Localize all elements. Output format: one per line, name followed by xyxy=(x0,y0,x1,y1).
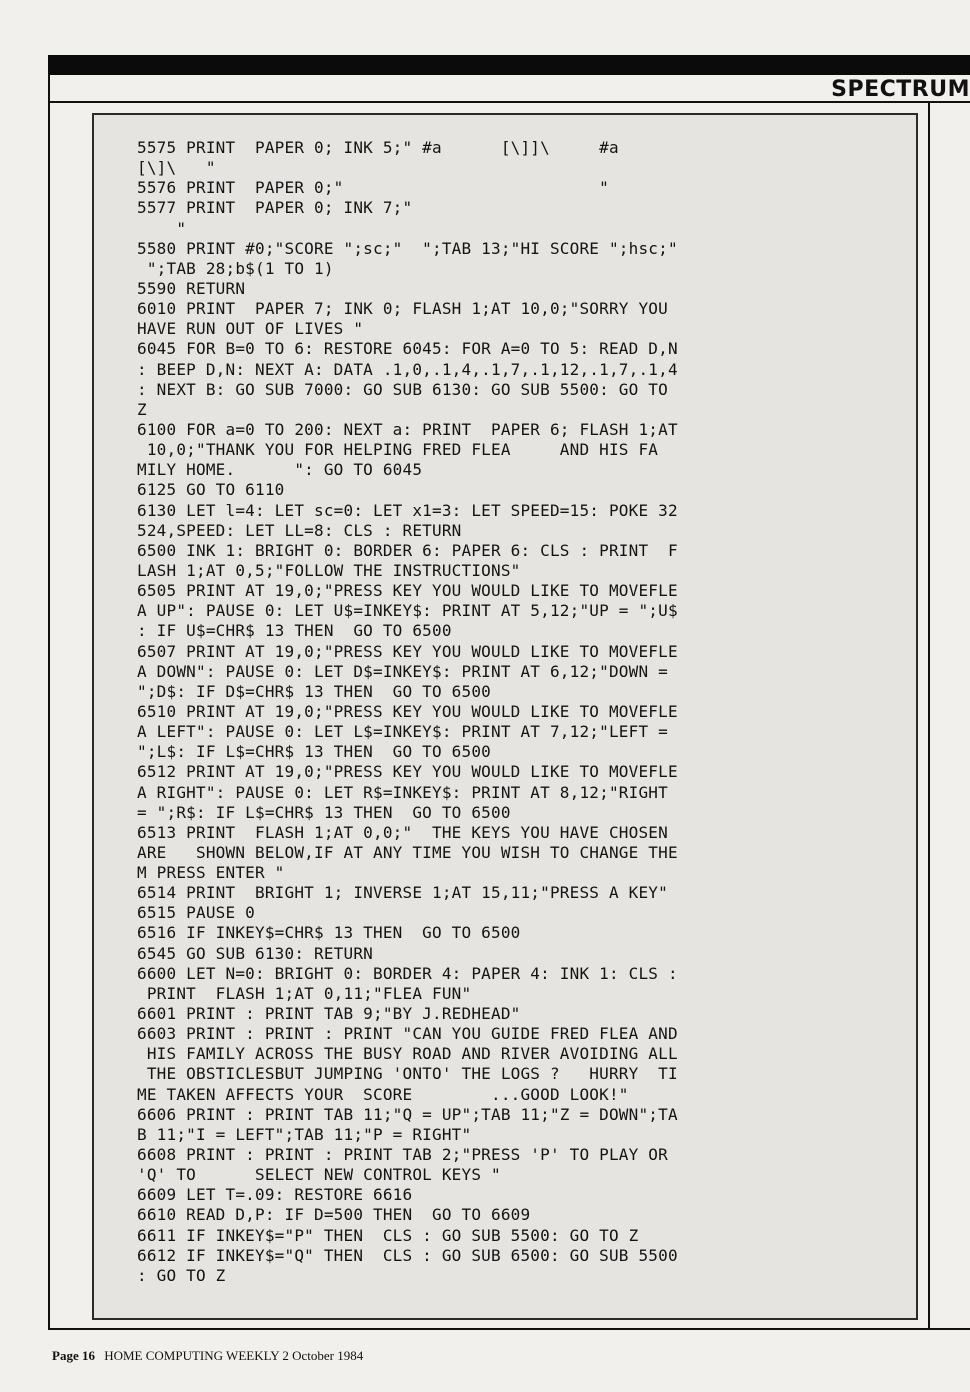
code-line: 6510 PRINT AT 19,0;"PRESS KEY YOU WOULD LIKE TO MOVEFLE xyxy=(137,701,678,721)
page-number: Page 16 xyxy=(52,1348,95,1363)
code-line: = ";R$: IF L$=CHR$ 13 THEN GO TO 6500 xyxy=(137,802,511,822)
code-line: LASH 1;AT 0,5;"FOLLOW THE INSTRUCTIONS" xyxy=(137,560,521,580)
code-line: 6611 IF INKEY$="P" THEN CLS : GO SUB 5500: GO TO Z xyxy=(137,1225,639,1245)
code-line: 5576 PRINT PAPER 0;" " xyxy=(137,178,609,198)
code-line: A RIGHT": PAUSE 0: LET R$=INKEY$: PRINT AT 8,12;"RIGHT xyxy=(137,782,668,802)
code-line: 6609 LET T=.09: RESTORE 6616 xyxy=(137,1185,413,1205)
publication-info: HOME COMPUTING WEEKLY 2 October 1984 xyxy=(104,1348,364,1363)
code-line: 6545 GO SUB 6130: RETURN xyxy=(137,943,373,963)
code-line: HIS FAMILY ACROSS THE BUSY ROAD AND RIVER AVOIDING ALL xyxy=(137,1044,678,1064)
code-line: A LEFT": PAUSE 0: LET L$=INKEY$: PRINT AT 7,12;"LEFT = xyxy=(137,722,668,742)
code-line: [\]\ " xyxy=(137,158,216,178)
code-line: M PRESS ENTER " xyxy=(137,863,285,883)
code-line: 'Q' TO SELECT NEW CONTROL KEYS " xyxy=(137,1165,501,1185)
code-line: 6125 GO TO 6110 xyxy=(137,480,285,500)
code-line: 6610 READ D,P: IF D=500 THEN GO TO 6609 xyxy=(137,1205,531,1225)
code-line: 6512 PRINT AT 19,0;"PRESS KEY YOU WOULD LIKE TO MOVEFLE xyxy=(137,762,678,782)
code-line: MILY HOME. ": GO TO 6045 xyxy=(137,460,423,480)
code-line: 5577 PRINT PAPER 0; INK 7;" xyxy=(137,198,413,218)
right-rule xyxy=(928,103,930,1330)
page-footer xyxy=(52,1348,363,1364)
code-line: : NEXT B: GO SUB 7000: GO SUB 6130: GO SUB 5500: GO TO xyxy=(137,379,668,399)
code-line: Z xyxy=(137,399,147,419)
code-line: 6130 LET l=4: LET sc=0: LET x1=3: LET SPEED=15: POKE 32 xyxy=(137,500,678,520)
code-line: 6100 FOR a=0 TO 200: NEXT a: PRINT PAPER 6; FLASH 1;AT xyxy=(137,419,678,439)
code-line: 6612 IF INKEY$="Q" THEN CLS : GO SUB 6500: GO SUB 5500 xyxy=(137,1245,678,1265)
code-line: 6514 PRINT BRIGHT 1; INVERSE 1;AT 15,11;"PRESS A KEY" xyxy=(137,883,668,903)
code-line: 6601 PRINT : PRINT TAB 9;"BY J.REDHEAD" xyxy=(137,1004,521,1024)
section-header xyxy=(48,75,970,103)
code-line: 6500 INK 1: BRIGHT 0: BORDER 6: PAPER 6: CLS : PRINT F xyxy=(137,540,678,560)
code-line: : GO TO Z xyxy=(137,1265,226,1285)
code-line: 6513 PRINT FLASH 1;AT 0,0;" THE KEYS YOU HAVE CHOSEN xyxy=(137,822,668,842)
header-black-bar xyxy=(48,55,970,75)
section-title: SPECTRUM xyxy=(831,77,970,102)
code-line: ";D$: IF D$=CHR$ 13 THEN GO TO 6500 xyxy=(137,681,491,701)
code-line: 6515 PAUSE 0 xyxy=(137,903,255,923)
code-line: 5575 PRINT PAPER 0; INK 5;" #a [\]]\ #a xyxy=(137,138,619,157)
code-line: 6516 IF INKEY$=CHR$ 13 THEN GO TO 6500 xyxy=(137,923,521,943)
code-line: ARE SHOWN BELOW,IF AT ANY TIME YOU WISH TO CHANGE THE xyxy=(137,842,678,862)
code-line: 6608 PRINT : PRINT : PRINT TAB 2;"PRESS 'P' TO PLAY OR xyxy=(137,1145,668,1165)
code-line: B 11;"I = LEFT";TAB 11;"P = RIGHT" xyxy=(137,1124,472,1144)
code-line: ";L$: IF L$=CHR$ 13 THEN GO TO 6500 xyxy=(137,742,491,762)
code-line: 6603 PRINT : PRINT : PRINT "CAN YOU GUIDE FRED FLEA AND xyxy=(137,1024,678,1044)
code-line: 5580 PRINT #0;"SCORE ";sc;" ";TAB 13;"HI SCORE ";hsc;" xyxy=(137,238,678,258)
code-line: 6010 PRINT PAPER 7; INK 0; FLASH 1;AT 10,0;"SORRY YOU xyxy=(137,299,668,319)
code-line: 6606 PRINT : PRINT TAB 11;"Q = UP";TAB 11;"Z = DOWN";TA xyxy=(137,1104,678,1124)
code-line: : IF U$=CHR$ 13 THEN GO TO 6500 xyxy=(137,621,452,641)
code-line: 6505 PRINT AT 19,0;"PRESS KEY YOU WOULD LIKE TO MOVEFLE xyxy=(137,581,678,601)
code-line: THE OBSTICLESBUT JUMPING 'ONTO' THE LOGS ? HURRY TI xyxy=(137,1064,678,1084)
code-line: PRINT FLASH 1;AT 0,11;"FLEA FUN" xyxy=(137,983,472,1003)
code-line: 6507 PRINT AT 19,0;"PRESS KEY YOU WOULD LIKE TO MOVEFLE xyxy=(137,641,678,661)
code-line: : BEEP D,N: NEXT A: DATA .1,0,.1,4,.1,7,.1,12,.1,7,.1,4 xyxy=(137,359,678,379)
code-line: 10,0;"THANK YOU FOR HELPING FRED FLEA AND HIS FA xyxy=(137,440,659,460)
code-line: 5590 RETURN xyxy=(137,278,246,298)
code-line: ME TAKEN AFFECTS YOUR SCORE ...GOOD LOOK!" xyxy=(137,1084,629,1104)
code-line: HAVE RUN OUT OF LIVES " xyxy=(137,319,364,339)
program-listing xyxy=(137,138,678,1286)
code-line: A UP": PAUSE 0: LET U$=INKEY$: PRINT AT 5,12;"UP = ";U$ xyxy=(137,601,678,621)
code-line: ";TAB 28;b$(1 TO 1) xyxy=(137,258,334,278)
code-line: 6045 FOR B=0 TO 6: RESTORE 6045: FOR A=0 TO 5: READ D,N xyxy=(137,339,678,359)
code-line: 6600 LET N=0: BRIGHT 0: BORDER 4: PAPER 4: INK 1: CLS : xyxy=(137,963,678,983)
code-line: A DOWN": PAUSE 0: LET D$=INKEY$: PRINT AT 6,12;"DOWN = xyxy=(137,661,668,681)
code-line: " xyxy=(137,218,187,238)
code-line: 524,SPEED: LET LL=8: CLS : RETURN xyxy=(137,520,462,540)
program-listing-box xyxy=(92,113,918,1320)
